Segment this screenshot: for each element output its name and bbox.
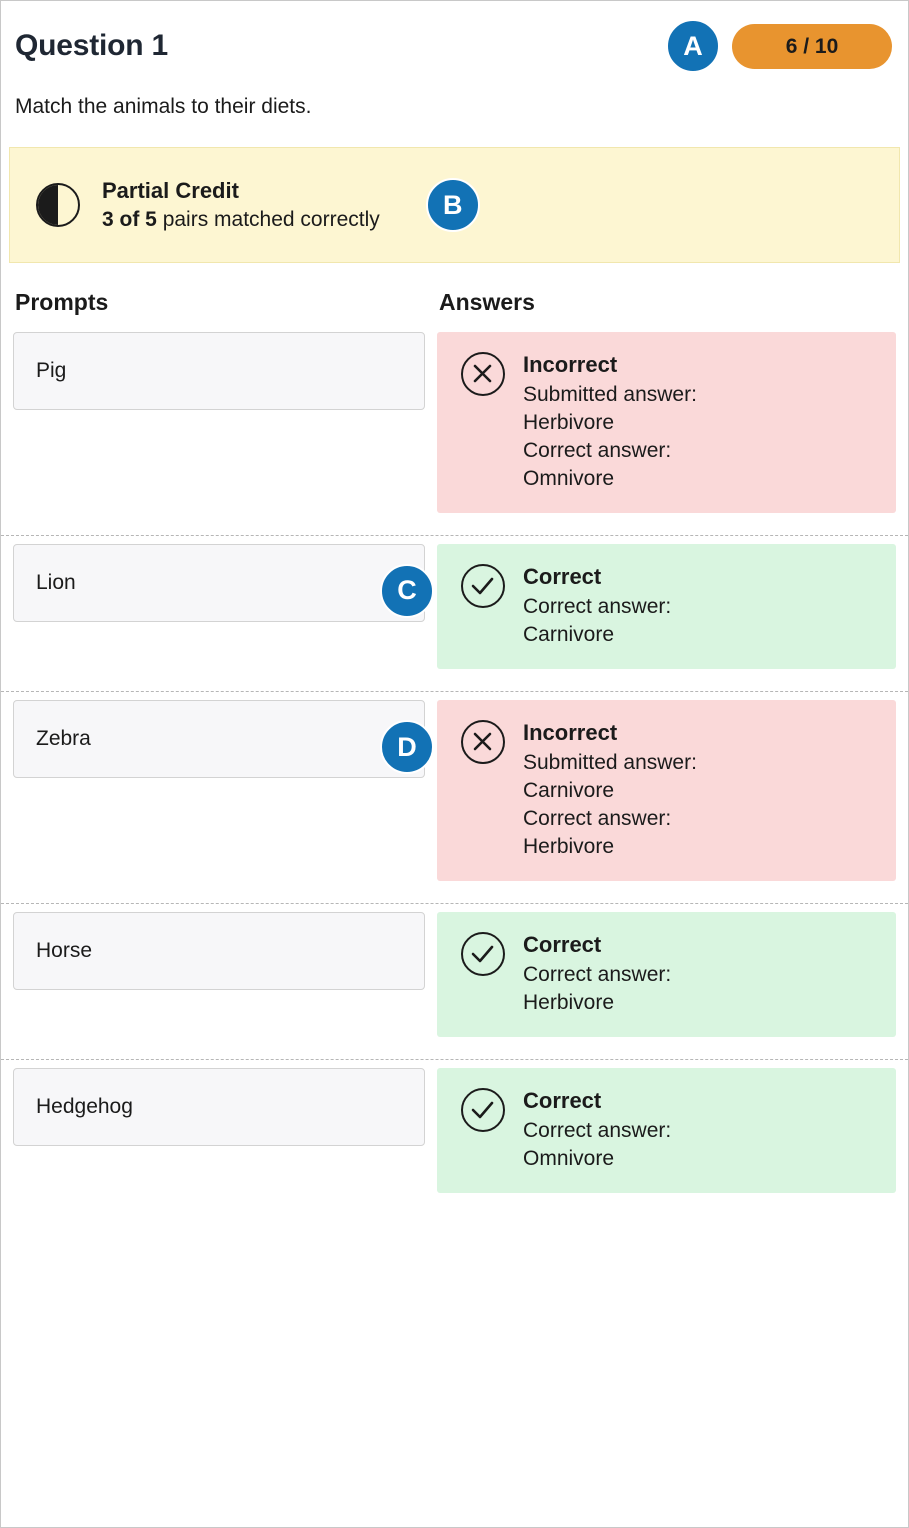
- answer-text: [523, 1086, 671, 1173]
- answer-text: [523, 718, 697, 861]
- answer-text: [523, 930, 671, 1017]
- answer-line: Correct answer:: [523, 439, 672, 463]
- header-right-group: [666, 19, 892, 73]
- prompt-box[interactable]: Pig: [13, 332, 425, 410]
- prompt-cell: [1, 904, 437, 1059]
- answer-line: Correct answer:: [523, 1119, 672, 1143]
- prompt-cell: [1, 324, 437, 535]
- score-badge: 6 / 10: [732, 24, 892, 69]
- partial-credit-count: 3 of 5: [102, 207, 157, 231]
- prompt-box[interactable]: Zebra: [13, 700, 425, 778]
- partial-credit-banner: [9, 147, 900, 263]
- question-instructions: Match the animals to their diets.: [15, 95, 312, 118]
- annotation-marker-b: B: [426, 178, 480, 232]
- answer-cell: [437, 692, 908, 903]
- partial-credit-suffix: pairs matched correctly: [156, 207, 380, 231]
- column-headers: [1, 263, 908, 324]
- status-badge: Correct: [523, 563, 602, 589]
- page-title: Question 1: [15, 29, 169, 62]
- answer-box: [437, 544, 896, 669]
- answer-line: Correct answer:: [523, 595, 672, 619]
- prompt-box[interactable]: Lion: [13, 544, 425, 622]
- answers-column-header: Answers: [439, 289, 535, 315]
- status-badge: Incorrect: [523, 352, 618, 377]
- answer-line: Carnivore: [523, 779, 615, 803]
- prompt-box[interactable]: Hedgehog: [13, 1068, 425, 1146]
- answer-box: [437, 700, 896, 881]
- status-badge: Correct: [523, 1088, 602, 1114]
- annotation-marker-a: A: [666, 19, 720, 73]
- table-row: [1, 692, 908, 904]
- annotation-marker-c: C: [380, 564, 434, 618]
- answer-line: Submitted answer:: [523, 383, 697, 407]
- match-rows: [1, 324, 908, 1215]
- answer-cell: [437, 324, 908, 535]
- partial-credit-text: [102, 176, 380, 234]
- x-circle-icon: [461, 720, 505, 764]
- prompts-column-header: Prompts: [15, 289, 109, 315]
- annotation-marker-d: D: [380, 720, 434, 774]
- table-row: [1, 1060, 908, 1215]
- answer-line: Correct answer:: [523, 807, 672, 831]
- answer-line: Herbivore: [523, 411, 615, 435]
- prompt-cell: [1, 1060, 437, 1215]
- check-circle-icon: [461, 932, 505, 976]
- prompt-cell: [1, 536, 437, 691]
- answer-cell: [437, 536, 908, 691]
- answer-text: [523, 350, 697, 493]
- answer-line: Correct answer:: [523, 963, 672, 987]
- table-row: [1, 324, 908, 536]
- status-badge: Correct: [523, 931, 602, 957]
- prompt-cell: [1, 692, 437, 903]
- partial-credit-subtitle: [102, 206, 380, 234]
- check-circle-icon: [461, 1088, 505, 1132]
- answer-line: Submitted answer:: [523, 751, 697, 775]
- answer-box: [437, 1068, 896, 1193]
- half-circle-icon: [36, 183, 80, 227]
- answer-line: Carnivore: [523, 623, 615, 647]
- answer-text: [523, 562, 671, 649]
- prompt-box[interactable]: Horse: [13, 912, 425, 990]
- question-header: [1, 1, 908, 73]
- answer-box: [437, 332, 896, 513]
- answer-box: [437, 912, 896, 1037]
- check-circle-icon: [461, 564, 505, 608]
- answer-line: Omnivore: [523, 467, 615, 491]
- table-row: [1, 536, 908, 692]
- table-row: [1, 904, 908, 1060]
- status-badge: Incorrect: [523, 720, 618, 746]
- partial-credit-title: Partial Credit: [102, 177, 239, 203]
- answer-line: Herbivore: [523, 991, 615, 1015]
- answer-cell: [437, 1060, 908, 1215]
- answer-line: Omnivore: [523, 1147, 615, 1171]
- answer-cell: [437, 904, 908, 1059]
- x-circle-icon: [461, 352, 505, 396]
- answer-line: Herbivore: [523, 835, 615, 859]
